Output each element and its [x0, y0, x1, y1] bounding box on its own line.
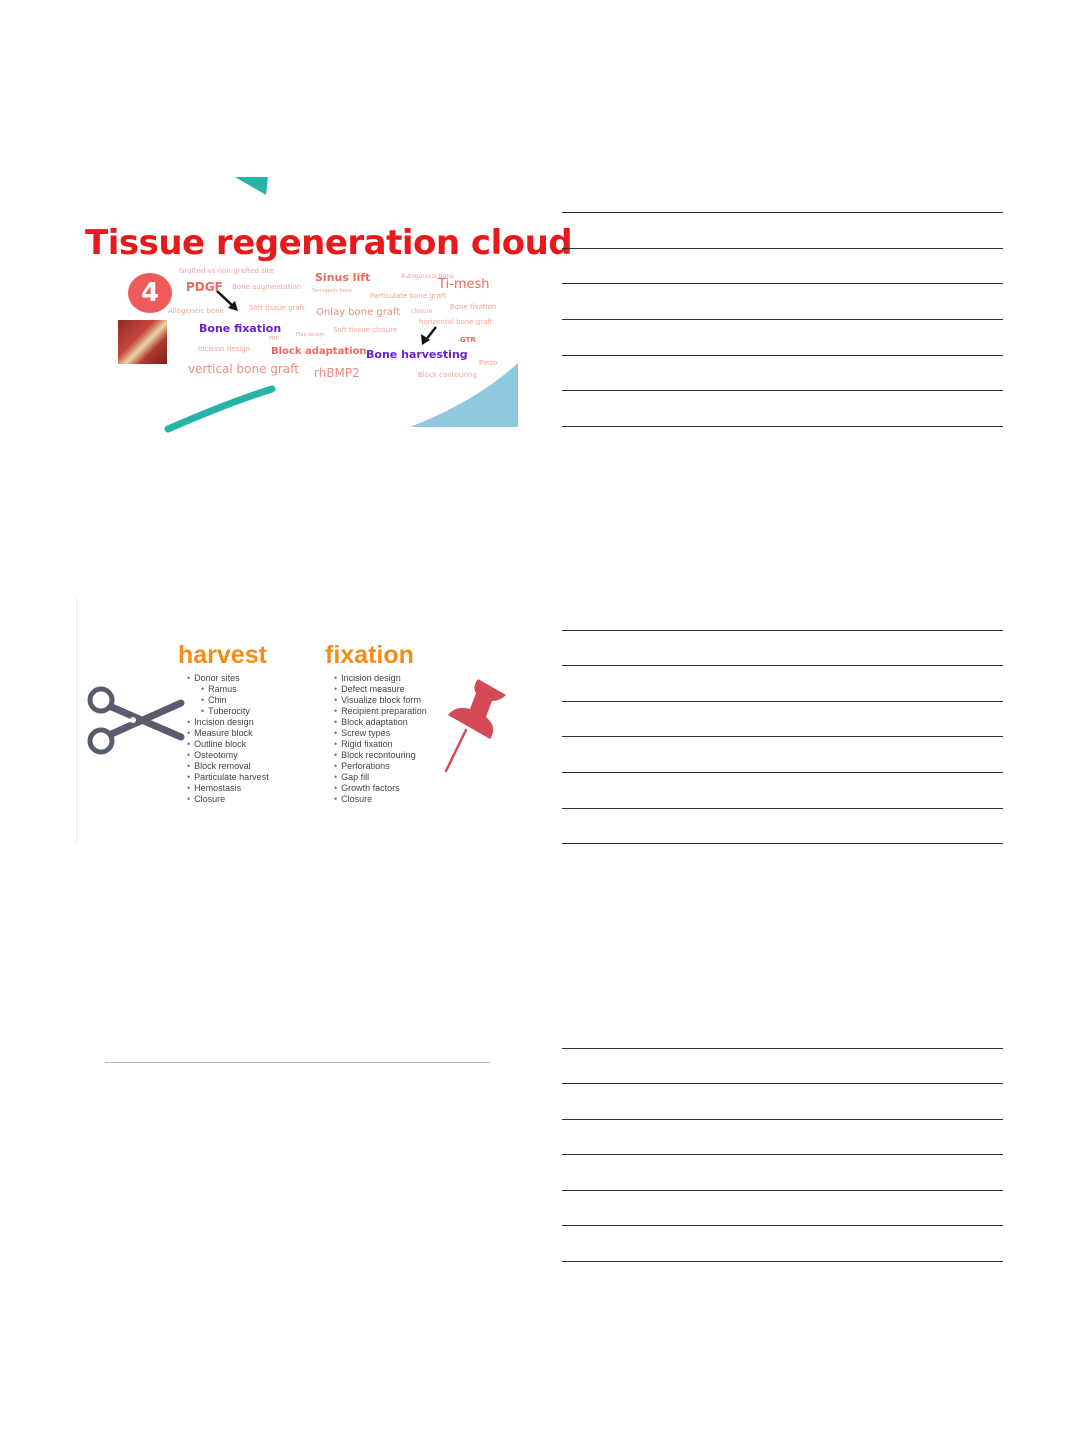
harvest-item: • Osteotomy [187, 750, 269, 761]
cloud-word: Onlay bone graft [316, 307, 401, 318]
fixation-list [334, 673, 427, 805]
cloud-word-highlight: Bone fixation [199, 322, 282, 335]
harvest-item: • Closure [187, 794, 269, 805]
cloud-word: Block adaptation [271, 346, 367, 357]
fixation-item: • Gap fill [334, 772, 427, 783]
cloud-word: Grafted vs non-grafted site [179, 267, 274, 275]
cloud-word: PRP [269, 336, 279, 342]
fixation-title: fixation [325, 641, 414, 669]
harvest-item: • Outline block [187, 739, 269, 750]
fixation-item: • Block recontouring [334, 750, 427, 761]
note-line [562, 1119, 1003, 1120]
harvest-subitem: • Chin [187, 695, 269, 706]
slide-harvest-fixation [76, 598, 519, 844]
fixation-item: • Rigid fixation [334, 739, 427, 750]
number-badge: 4 [128, 273, 172, 313]
note-line [562, 1083, 1003, 1084]
cloud-word: Flap design [296, 332, 325, 338]
teal-corner-accent [235, 177, 268, 195]
slide-separator [105, 1062, 490, 1063]
surgical-photo [118, 320, 167, 364]
fixation-item: • Growth factors [334, 783, 427, 794]
cloud-word: Block contouring [418, 371, 477, 379]
note-line [562, 212, 1003, 213]
note-line [562, 1225, 1003, 1226]
note-line [562, 843, 1003, 844]
note-line [562, 701, 1003, 702]
cloud-word: Soft tissue graft [249, 304, 305, 312]
cloud-word: Soft tissue closure [333, 326, 398, 334]
note-line [562, 355, 1003, 356]
fixation-item: • Closure [334, 794, 427, 805]
harvest-item: • Block removal [187, 761, 269, 772]
harvest-item: • Hemostasis [187, 783, 269, 794]
note-line [562, 1154, 1003, 1155]
fixation-item: • Defect measure [334, 684, 427, 695]
scissors-icon [85, 683, 185, 758]
cloud-word: vertical bone graft [188, 362, 299, 376]
note-line [562, 630, 1003, 631]
note-line [562, 1190, 1003, 1191]
note-line [562, 1261, 1003, 1262]
harvest-list [187, 673, 269, 805]
note-line [562, 426, 1003, 427]
cloud-word: Particulate bone graft [370, 292, 446, 300]
fixation-item: • Perforations [334, 761, 427, 772]
note-line [562, 665, 1003, 666]
note-line [562, 283, 1003, 284]
teal-arc-accent [168, 389, 272, 429]
cloud-word: Incision design [198, 345, 251, 353]
fixation-item: • Recipient preparation [334, 706, 427, 717]
pushpin-icon [434, 675, 514, 775]
fixation-item: • Screw types [334, 728, 427, 739]
harvest-item: • Measure block [187, 728, 269, 739]
note-line [562, 808, 1003, 809]
note-line [562, 390, 1003, 391]
note-line [562, 736, 1003, 737]
note-line [562, 1048, 1003, 1049]
harvest-subitem: • Ramus [187, 684, 269, 695]
cloud-word: GTR [460, 336, 476, 344]
note-line [562, 319, 1003, 320]
harvest-title: harvest [178, 641, 267, 669]
cloud-word: rhBMP2 [314, 366, 360, 380]
slide-title: Tissue regeneration cloud [85, 223, 573, 263]
harvest-item: • Donor sites [187, 673, 269, 684]
note-line [562, 248, 1003, 249]
cloud-word-highlight: Bone harvesting [366, 348, 468, 361]
cloud-word: Bone fixation [450, 303, 497, 311]
cloud-word: closure [411, 308, 433, 315]
harvest-subitem: • Tuberocity [187, 706, 269, 717]
cloud-word: Allogeneic bone [168, 307, 224, 315]
slide-tissue-regeneration-cloud [80, 177, 573, 427]
cloud-word: Bone augmentation [232, 283, 302, 291]
fixation-item: • Visualize block form [334, 695, 427, 706]
fixation-item: • Block adaptation [334, 717, 427, 728]
cloud-word: Xenogenic bone [312, 288, 353, 294]
fixation-item: • Incision design [334, 673, 427, 684]
cloud-word: Piezo [479, 359, 498, 367]
harvest-item: • Particulate harvest [187, 772, 269, 783]
harvest-item: • Incision design [187, 717, 269, 728]
cloud-word: Autogenous bone [401, 273, 454, 280]
note-line [562, 772, 1003, 773]
cloud-word: horizontal bone graft [419, 318, 493, 326]
cloud-word: Ti-mesh [438, 277, 490, 292]
cloud-word: PDGF [186, 280, 223, 294]
cloud-word: Sinus lift [315, 271, 371, 284]
